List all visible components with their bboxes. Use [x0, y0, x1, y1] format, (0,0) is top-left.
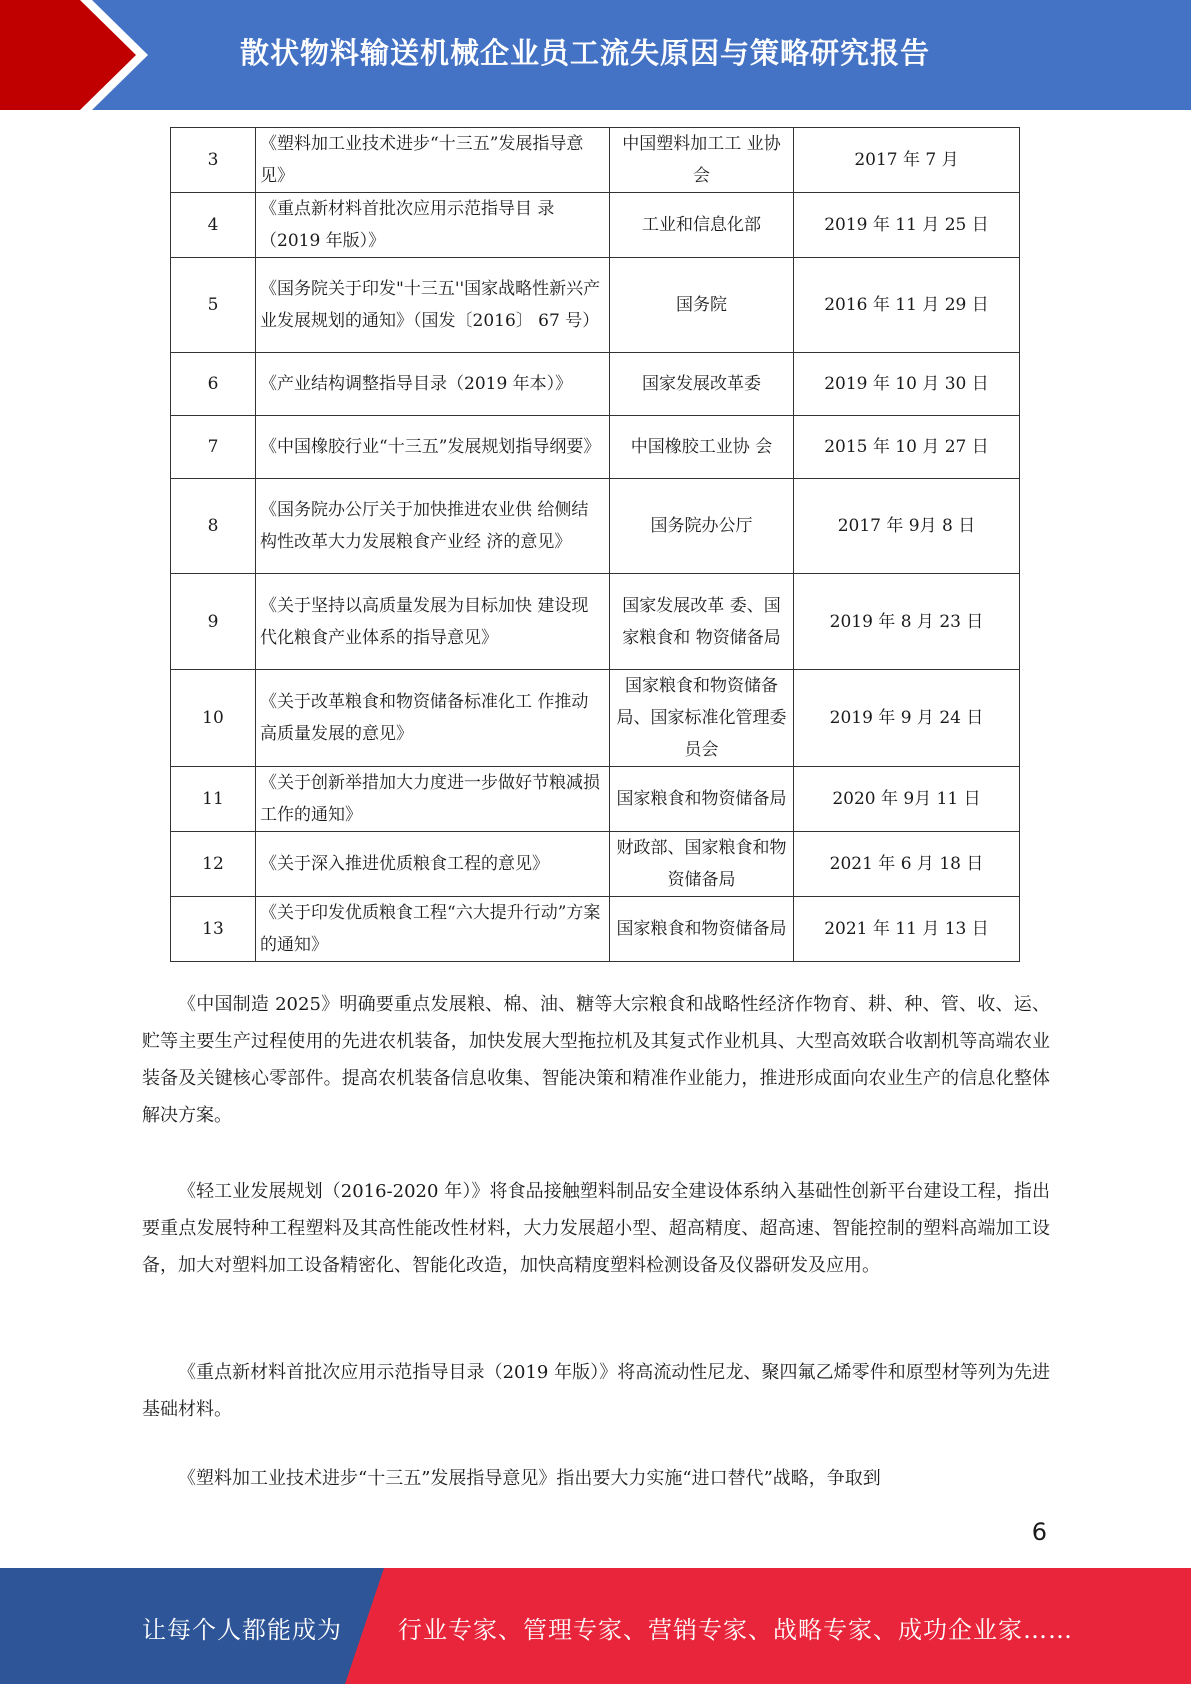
row-number: 7	[171, 416, 256, 479]
policy-title: 《关于印发优质粮食工程“六大提升行动”方案的通知》	[256, 897, 610, 962]
issue-date: 2021 年 6 月 18 日	[794, 832, 1020, 897]
policy-title: 《国务院办公厅关于加快推进农业供 给侧结构性改革大力发展粮食产业经 济的意见》	[256, 479, 610, 574]
table-row	[171, 258, 1020, 353]
issuing-authority: 财政部、国家粮食和物资储备局	[610, 832, 794, 897]
issue-date: 2017 年 9月 8 日	[794, 479, 1020, 574]
issuing-authority: 中国塑料加工工 业协会	[610, 128, 794, 193]
table-row	[171, 832, 1020, 897]
row-number: 9	[171, 574, 256, 670]
policy-title: 《关于深入推进优质粮食工程的意见》	[256, 832, 610, 897]
policy-title: 《产业结构调整指导目录（2019 年本）》	[256, 353, 610, 416]
policy-title: 《国务院关于印发"十三五''国家战略性新兴产业发展规划的通知》（国发〔2016〕 67 号）	[256, 258, 610, 353]
row-number: 11	[171, 767, 256, 832]
policy-title: 《中国橡胶行业“十三五”发展规划指导纲要》	[256, 416, 610, 479]
table-row	[171, 670, 1020, 767]
row-number: 3	[171, 128, 256, 193]
policy-table	[170, 127, 1020, 962]
header-red-chevron	[0, 0, 150, 110]
report-title: 散状物料输送机械企业员工流失原因与策略研究报告	[240, 36, 931, 70]
table-row	[171, 193, 1020, 258]
row-number: 6	[171, 353, 256, 416]
issuing-authority: 国家发展改革 委、国家粮食和 物资储备局	[610, 574, 794, 670]
footer-slogan-roles: 行业专家、管理专家、营销专家、战略专家、成功企业家……	[398, 1616, 1073, 1644]
footer-slogan-lead: 让每个人都能成为	[142, 1616, 342, 1644]
policy-title: 《塑料加工业技术进步“十三五”发展指导意见》	[256, 128, 610, 193]
issue-date: 2015 年 10 月 27 日	[794, 416, 1020, 479]
row-number: 5	[171, 258, 256, 353]
header-banner	[0, 0, 1191, 110]
issue-date: 2019 年 9 月 24 日	[794, 670, 1020, 767]
paragraph-plastics-guidance: 《塑料加工业技术进步“十三五”发展指导意见》指出要大力实施“进口替代”战略，争取到	[178, 1468, 881, 1489]
paragraph-made-in-china-2025: 《中国制造 2025》明确要重点发展粮、棉、油、糖等大宗粮食和战略性经济作物育、耕、种、管、收、运、贮等主要生产过程使用的先进农机装备，加快发展大型拖拉机及其复式作业机具、大型高效联合收割机等高端农业装备及关键核心零部件。提高农机装备信息收集、智能决策和精准作业能力，推进形成面向农业生产的信息化整体解决方案。	[142, 994, 1050, 1126]
issue-date: 2019 年 10 月 30 日	[794, 353, 1020, 416]
issue-date: 2020 年 9月 11 日	[794, 767, 1020, 832]
issuing-authority: 国务院办公厅	[610, 479, 794, 574]
table-row	[171, 479, 1020, 574]
issuing-authority: 国家粮食和物资储备局、国家标准化管理委员会	[610, 670, 794, 767]
issue-date: 2016 年 11 月 29 日	[794, 258, 1020, 353]
paragraph-new-materials-catalog: 《重点新材料首批次应用示范指导目录（2019 年版）》将高流动性尼龙、聚四氟乙烯零件和原型材等列为先进基础材料。	[142, 1362, 1050, 1420]
issuing-authority: 国家发展改革委	[610, 353, 794, 416]
table-row	[171, 574, 1020, 670]
issuing-authority: 国务院	[610, 258, 794, 353]
issuing-authority: 工业和信息化部	[610, 193, 794, 258]
policy-title: 《关于改革粮食和物资储备标准化工 作推动高质量发展的意见》	[256, 670, 610, 767]
policy-title: 《关于坚持以高质量发展为目标加快 建设现代化粮食产业体系的指导意见》	[256, 574, 610, 670]
footer-banner	[0, 1568, 1191, 1684]
issuing-authority: 国家粮食和物资储备局	[610, 897, 794, 962]
row-number: 10	[171, 670, 256, 767]
row-number: 13	[171, 897, 256, 962]
row-number: 8	[171, 479, 256, 574]
table-row	[171, 353, 1020, 416]
table-row	[171, 897, 1020, 962]
row-number: 4	[171, 193, 256, 258]
table-row	[171, 767, 1020, 832]
table-row	[171, 128, 1020, 193]
issue-date: 2017 年 7 月	[794, 128, 1020, 193]
table-row	[171, 416, 1020, 479]
policy-title: 《关于创新举措加大力度进一步做好节粮减损工作的通知》	[256, 767, 610, 832]
issuing-authority: 国家粮食和物资储备局	[610, 767, 794, 832]
issue-date: 2019 年 8 月 23 日	[794, 574, 1020, 670]
issuing-authority: 中国橡胶工业协 会	[610, 416, 794, 479]
policy-title: 《重点新材料首批次应用示范指导目 录（2019 年版）》	[256, 193, 610, 258]
paragraph-light-industry-plan: 《轻工业发展规划（2016-2020 年）》将食品接触塑料制品安全建设体系纳入基础性创新平台建设工程，指出要重点发展特种工程塑料及其高性能改性材料，大力发展超小型、超高精度、超高速、智能控制的塑料高端加工设备，加大对塑料加工设备精密化、智能化改造，加快高精度塑料检测设备及仪器研发及应用。	[142, 1181, 1050, 1276]
issue-date: 2021 年 11 月 13 日	[794, 897, 1020, 962]
issue-date: 2019 年 11 月 25 日	[794, 193, 1020, 258]
row-number: 12	[171, 832, 256, 897]
page-number: 6	[1031, 1518, 1047, 1546]
